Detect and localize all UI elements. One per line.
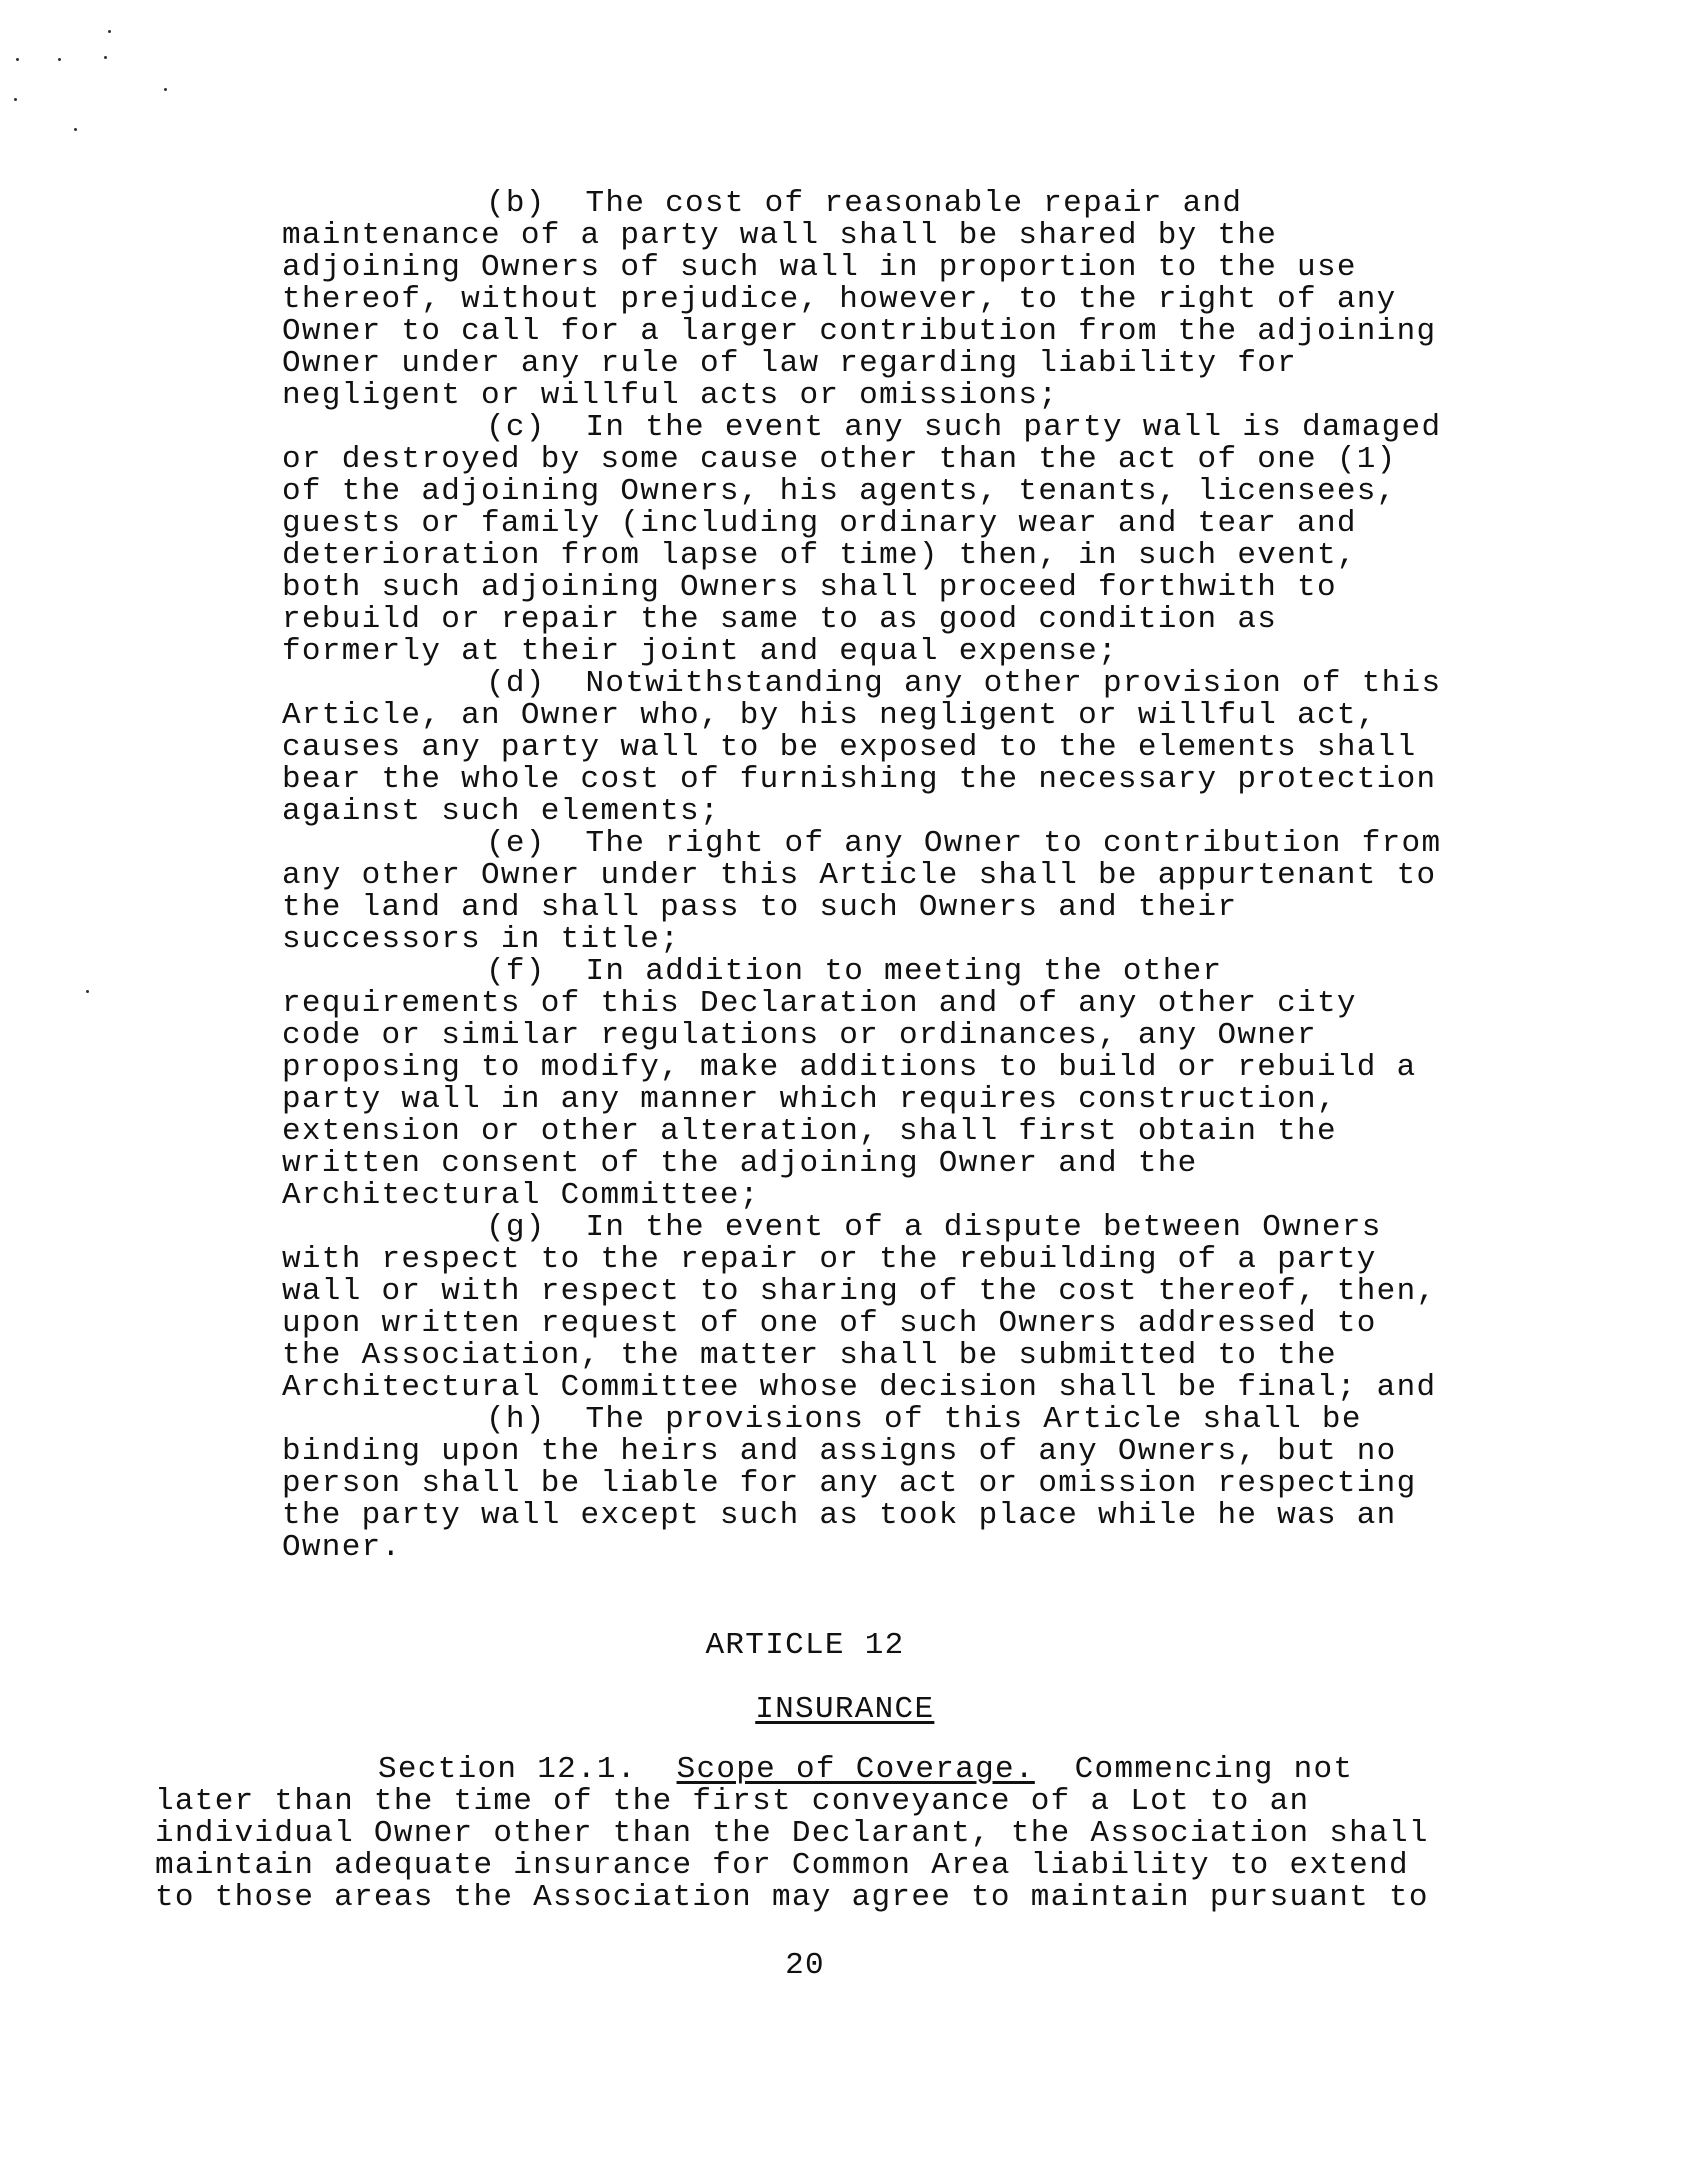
text-line: to those areas the Association may agree to maintain pursuant to xyxy=(155,1880,1429,1915)
scan-speck xyxy=(58,58,61,61)
text-line: wall or with respect to sharing of the cost thereof, then, xyxy=(282,1274,1437,1309)
text-line: extension or other alteration, shall first obtain the xyxy=(282,1114,1337,1149)
text-line: code or similar regulations or ordinances, any Owner xyxy=(282,1018,1317,1053)
text-line: the Association, the matter shall be submitted to the xyxy=(282,1338,1337,1373)
text-line: (b) The cost of reasonable repair and xyxy=(486,186,1243,221)
text-line: Architectural Committee; xyxy=(282,1178,760,1213)
text-line: or destroyed by some cause other than the act of one (1) xyxy=(282,442,1397,477)
text-line: Owner under any rule of law regarding liability for xyxy=(282,346,1298,381)
text-line: (d) Notwithstanding any other provision of this xyxy=(486,666,1442,701)
text-line: successors in title; xyxy=(282,922,681,957)
text-line: individual Owner other than the Declarant, the Association shall xyxy=(155,1816,1429,1851)
text-line: the party wall except such as took place while he was an xyxy=(282,1498,1397,1533)
article-title-text: INSURANCE xyxy=(755,1692,935,1727)
text-line: thereof, without prejudice, however, to the right of any xyxy=(282,282,1397,317)
text-line: formerly at their joint and equal expense; xyxy=(282,634,1118,669)
section-number: Section 12.1. xyxy=(378,1752,637,1787)
text-line: any other Owner under this Article shall be appurtenant to xyxy=(282,858,1437,893)
text-line: (c) In the event any such party wall is damaged xyxy=(486,410,1442,445)
article-title xyxy=(0,1662,1610,1758)
text-line: causes any party wall to be exposed to the elements shall xyxy=(282,730,1417,765)
scan-speck xyxy=(108,30,111,33)
text-line: deterioration from lapse of time) then, in such event, xyxy=(282,538,1357,573)
text-line: (g) In the event of a dispute between Owners xyxy=(486,1210,1382,1245)
text-line: Article, an Owner who, by his negligent or willful act, xyxy=(282,698,1377,733)
scan-speck xyxy=(14,98,17,101)
page-number: 20 xyxy=(785,1948,825,1983)
text-line: party wall in any manner which requires construction, xyxy=(282,1082,1337,1117)
text-line: written consent of the adjoining Owner and the xyxy=(282,1146,1198,1181)
text-line: (e) The right of any Owner to contribution from xyxy=(486,826,1442,861)
text-line: (f) In addition to meeting the other xyxy=(486,954,1223,989)
text-line: with respect to the repair or the rebuilding of a party xyxy=(282,1242,1377,1277)
text-line: maintenance of a party wall shall be shared by the xyxy=(282,218,1278,253)
text-line: the land and shall pass to such Owners and their xyxy=(282,890,1238,925)
scan-speck xyxy=(16,58,19,61)
text-line: proposing to modify, make additions to build or rebuild a xyxy=(282,1050,1417,1085)
text-line: Architectural Committee whose decision shall be final; and xyxy=(282,1370,1437,1405)
text-line: both such adjoining Owners shall proceed forthwith to xyxy=(282,570,1337,605)
section-first-line xyxy=(378,1754,1353,1786)
section-text: Commencing not xyxy=(1074,1752,1354,1787)
text-line: negligent or willful acts or omissions; xyxy=(282,378,1059,413)
text-line: guests or family (including ordinary wear and tear and xyxy=(282,506,1357,541)
text-line: requirements of this Declaration and of any other city xyxy=(282,986,1357,1021)
text-line: against such elements; xyxy=(282,794,720,829)
text-line: bear the whole cost of furnishing the necessary protection xyxy=(282,762,1437,797)
text-line: binding upon the heirs and assigns of any Owners, but no xyxy=(282,1434,1397,1469)
article-heading: ARTICLE 12 xyxy=(705,1628,905,1663)
text-line: of the adjoining Owners, his agents, tenants, licensees, xyxy=(282,474,1397,509)
text-line: rebuild or repair the same to as good condition as xyxy=(282,602,1278,637)
scan-speck xyxy=(164,88,167,91)
scan-speck xyxy=(104,56,107,59)
section-heading: Scope of Coverage. xyxy=(676,1752,1035,1787)
text-line: Owner. xyxy=(282,1530,402,1565)
text-line: maintain adequate insurance for Common Area liability to extend xyxy=(155,1848,1409,1883)
text-line: person shall be liable for any act or omission respecting xyxy=(282,1466,1417,1501)
scan-speck xyxy=(74,128,77,131)
text-line: upon written request of one of such Owners addressed to xyxy=(282,1306,1377,1341)
text-line: later than the time of the first conveyance of a Lot to an xyxy=(155,1784,1310,1819)
text-line: Owner to call for a larger contribution from the adjoining xyxy=(282,314,1437,349)
text-line: adjoining Owners of such wall in proportion to the use xyxy=(282,250,1357,285)
scan-speck xyxy=(86,990,89,993)
text-line: (h) The provisions of this Article shall be xyxy=(486,1402,1362,1437)
